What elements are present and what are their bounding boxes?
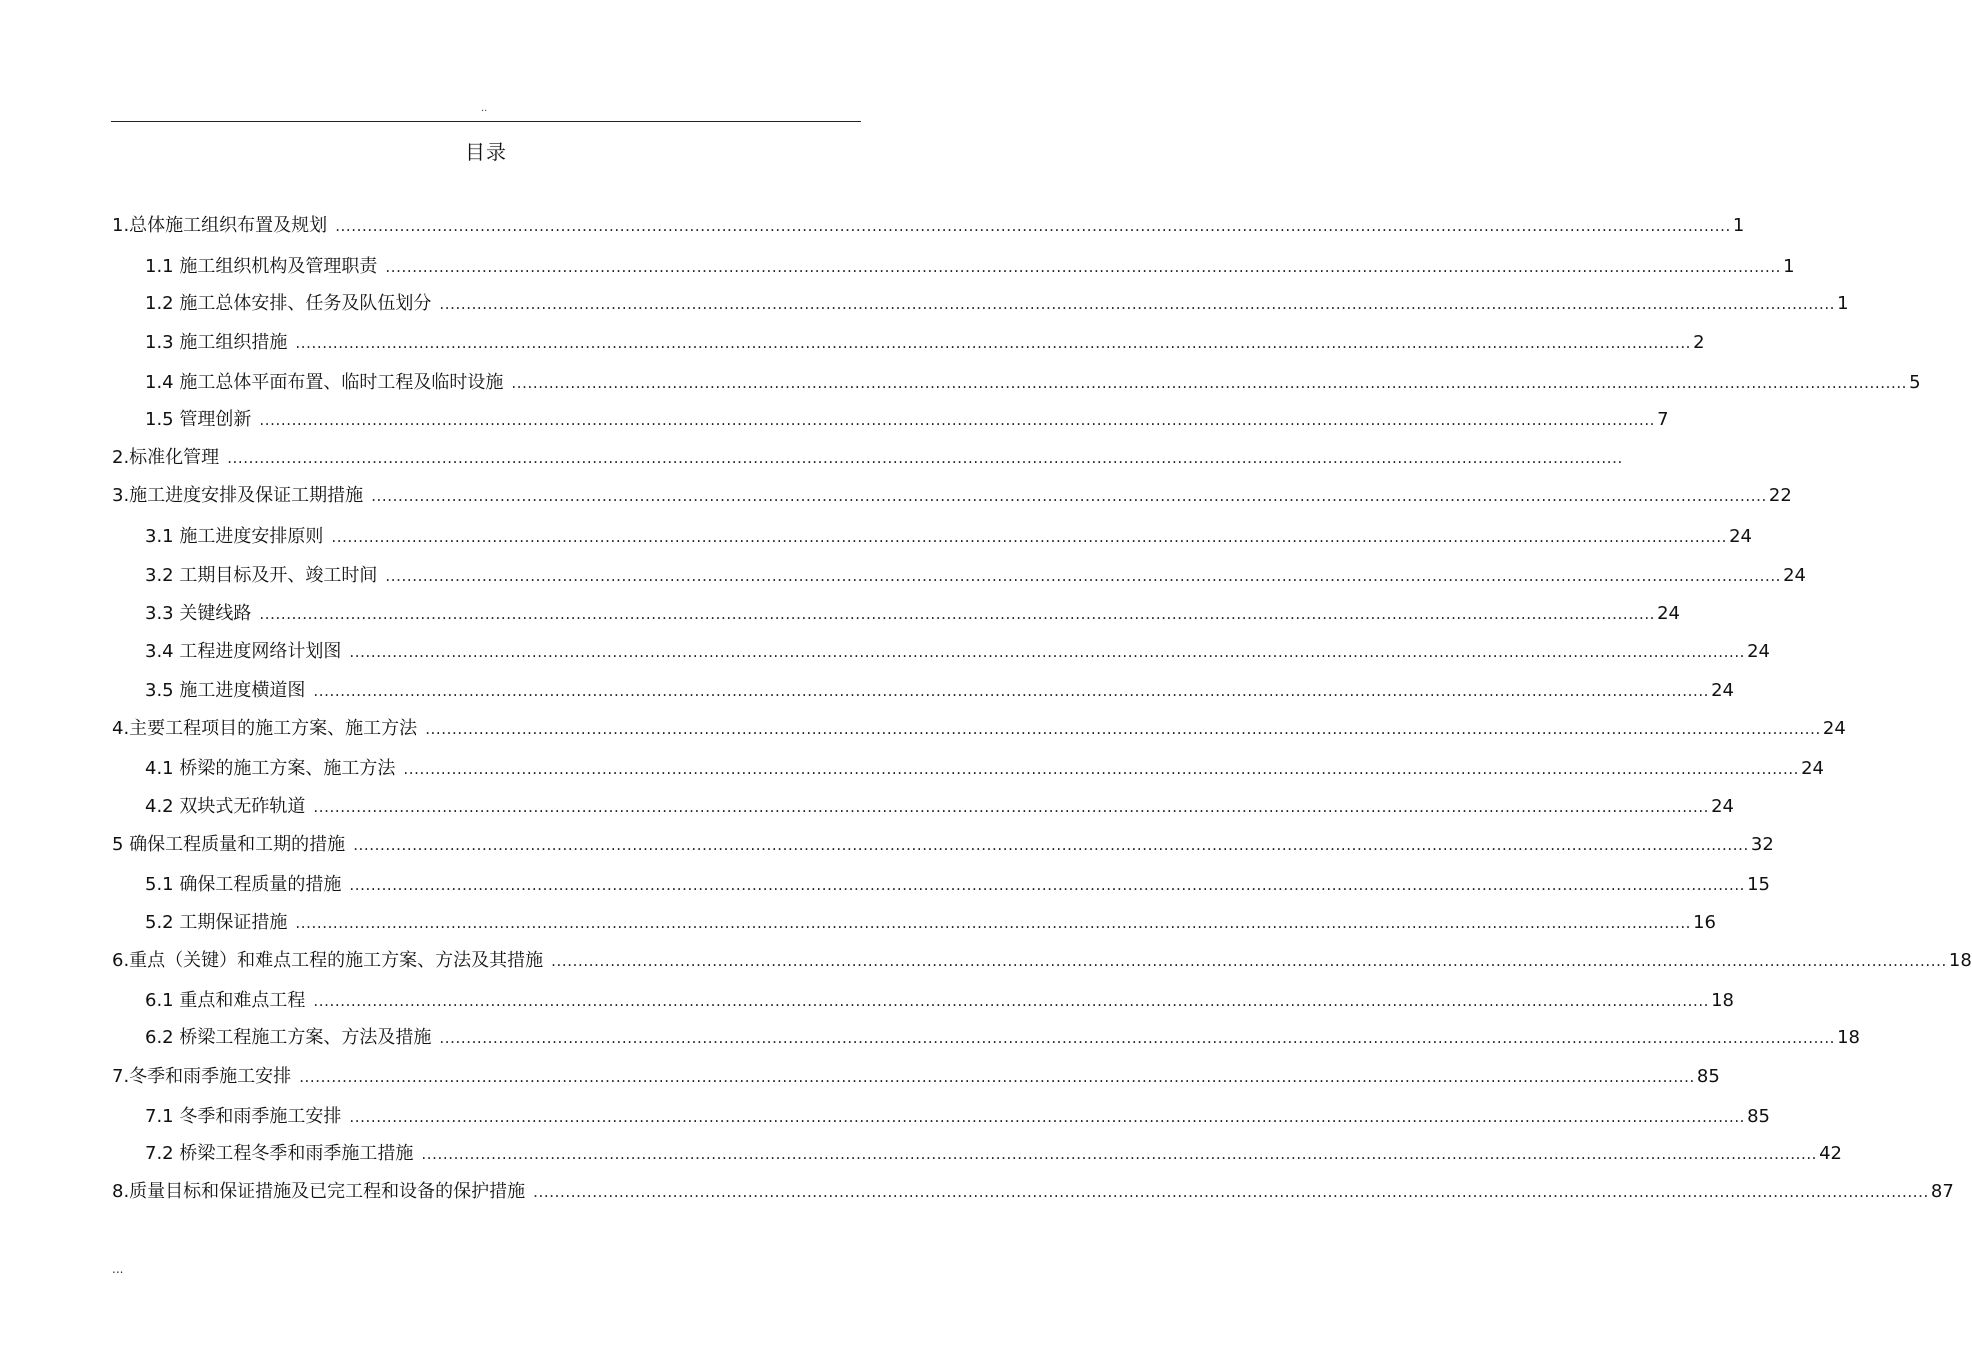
leader-dots: .................................................................................................................................................................................................................................................................... xyxy=(533,1183,1929,1201)
footer-mark: ... xyxy=(112,1262,124,1276)
leader-dots: .................................................................................................................................................................................................................................................................... xyxy=(313,798,1710,816)
toc-entry-page: 5 xyxy=(1909,372,1921,393)
toc-entry[interactable] xyxy=(145,370,1921,396)
toc-entry-label: 6.重点（关键）和难点工程的施工方案、方法及其措施 xyxy=(112,950,544,971)
leader-dots: .................................................................................................................................................................................................................................................................... xyxy=(425,720,1821,738)
toc-entry[interactable] xyxy=(145,330,1705,356)
toc-entry-page: 7 xyxy=(1657,409,1669,430)
leader-dots: .................................................................................................................................................................................................................................................................... xyxy=(385,258,1782,276)
leader-dots: .................................................................................................................................................................................................................................................................... xyxy=(295,334,1692,352)
toc-entry-label: 4.2 双块式无砟轨道 xyxy=(145,796,306,817)
toc-entry[interactable] xyxy=(112,1064,1720,1090)
toc-entry-label: 6.1 重点和难点工程 xyxy=(145,990,306,1011)
toc-entry-page: 24 xyxy=(1711,796,1734,817)
toc-entry-label: 1.4 施工总体平面布置、临时工程及临时设施 xyxy=(145,372,504,393)
leader-dots: .................................................................................................................................................................................................................................................................... xyxy=(331,528,1728,546)
toc-entry-label: 7.冬季和雨季施工安排 xyxy=(112,1066,292,1087)
toc-entry-label: 3.施工进度安排及保证工期措施 xyxy=(112,485,364,506)
toc-entry-page: 24 xyxy=(1729,526,1752,547)
toc-entry[interactable] xyxy=(145,756,1824,782)
toc-entry[interactable] xyxy=(145,1104,1770,1130)
leader-dots: .................................................................................................................................................................................................................................................................... xyxy=(439,295,1836,313)
toc-entry-page: 24 xyxy=(1801,758,1824,779)
toc-entry[interactable] xyxy=(145,254,1795,280)
toc-entry[interactable] xyxy=(112,832,1774,858)
toc-entry[interactable] xyxy=(145,988,1734,1014)
toc-entry-label: 3.2 工期目标及开、竣工时间 xyxy=(145,565,378,586)
toc-entry-page: 24 xyxy=(1711,680,1734,701)
toc-entry-page: 16 xyxy=(1693,912,1716,933)
toc-entry-label: 3.4 工程进度网络计划图 xyxy=(145,641,342,662)
toc-entry-page: 18 xyxy=(1837,1027,1860,1048)
toc-entry[interactable] xyxy=(112,1179,1954,1205)
leader-dots: .................................................................................................................................................................................................................................................................... xyxy=(335,217,1731,235)
leader-dots: .................................................................................................................................................................................................................................................................... xyxy=(227,449,1623,467)
toc-entry-label: 1.1 施工组织机构及管理职责 xyxy=(145,256,378,277)
toc-entry-label: 1.总体施工组织布置及规划 xyxy=(112,215,328,236)
toc-entry-page: 24 xyxy=(1657,603,1680,624)
toc-entry[interactable] xyxy=(145,563,1806,589)
toc-entry-page: 2 xyxy=(1693,332,1705,353)
toc-entry-label: 6.2 桥梁工程施工方案、方法及措施 xyxy=(145,1027,432,1048)
toc-entry-page: 32 xyxy=(1750,834,1774,855)
leader-dots: .................................................................................................................................................................................................................................................................... xyxy=(349,876,1746,894)
leader-dots: .................................................................................................................................................................................................................................................................... xyxy=(299,1068,1695,1086)
toc-entry-label: 1.5 管理创新 xyxy=(145,409,252,430)
leader-dots: .................................................................................................................................................................................................................................................................... xyxy=(353,836,1749,854)
leader-dots: .................................................................................................................................................................................................................................................................... xyxy=(511,374,1908,392)
leader-dots: .................................................................................................................................................................................................................................................................... xyxy=(439,1029,1836,1047)
toc-entry-page: 24 xyxy=(1783,565,1806,586)
toc-entry[interactable] xyxy=(145,407,1669,433)
toc-entry[interactable] xyxy=(112,445,1623,471)
leader-dots: .................................................................................................................................................................................................................................................................... xyxy=(421,1145,1818,1163)
toc-entry[interactable] xyxy=(145,639,1770,665)
toc-entry-label: 4.1 桥梁的施工方案、施工方法 xyxy=(145,758,396,779)
toc-entry[interactable] xyxy=(145,601,1680,627)
leader-dots: .................................................................................................................................................................................................................................................................... xyxy=(551,952,1947,970)
toc-entry[interactable] xyxy=(145,794,1734,820)
toc-entry-page: 1 xyxy=(1783,256,1795,277)
toc-entry-label: 1.3 施工组织措施 xyxy=(145,332,288,353)
toc-entry-page: 15 xyxy=(1747,874,1770,895)
toc-entry[interactable] xyxy=(145,524,1752,550)
toc-entry-label: 4.主要工程项目的施工方案、施工方法 xyxy=(112,718,418,739)
toc-entry-label: 5 确保工程质量和工期的措施 xyxy=(112,834,346,855)
leader-dots: .................................................................................................................................................................................................................................................................... xyxy=(385,567,1782,585)
toc-entry-page: 18 xyxy=(1948,950,1972,971)
header-rule xyxy=(111,121,861,122)
toc-entry-label: 7.1 冬季和雨季施工安排 xyxy=(145,1106,342,1127)
toc-entry[interactable] xyxy=(112,213,1745,239)
toc-entry-label: 1.2 施工总体安排、任务及队伍划分 xyxy=(145,293,432,314)
leader-dots: .................................................................................................................................................................................................................................................................... xyxy=(313,682,1710,700)
toc-entry-label: 3.1 施工进度安排原则 xyxy=(145,526,324,547)
leader-dots: .................................................................................................................................................................................................................................................................... xyxy=(259,605,1656,623)
toc-entry-page: 22 xyxy=(1768,485,1792,506)
toc-entry[interactable] xyxy=(145,1025,1860,1051)
toc-entry-page: 42 xyxy=(1819,1143,1842,1164)
toc-entry[interactable] xyxy=(145,291,1849,317)
header-mark: .. xyxy=(481,103,488,114)
toc-entry[interactable] xyxy=(112,948,1972,974)
toc-entry-page: 85 xyxy=(1696,1066,1720,1087)
toc-entry[interactable] xyxy=(145,872,1770,898)
leader-dots: .................................................................................................................................................................................................................................................................... xyxy=(349,1108,1746,1126)
toc-entry-label: 3.5 施工进度横道图 xyxy=(145,680,306,701)
toc-entry-page: 24 xyxy=(1822,718,1846,739)
toc-title: 目录 xyxy=(465,140,507,164)
toc-entry[interactable] xyxy=(145,910,1716,936)
toc-entry-label: 5.1 确保工程质量的措施 xyxy=(145,874,342,895)
leader-dots: .................................................................................................................................................................................................................................................................... xyxy=(349,643,1746,661)
leader-dots: .................................................................................................................................................................................................................................................................... xyxy=(295,914,1692,932)
toc-entry-page: 1 xyxy=(1837,293,1849,314)
toc-entry-label: 2.标准化管理 xyxy=(112,447,220,468)
leader-dots: .................................................................................................................................................................................................................................................................... xyxy=(403,760,1800,778)
toc-entry-label: 7.2 桥梁工程冬季和雨季施工措施 xyxy=(145,1143,414,1164)
leader-dots: .................................................................................................................................................................................................................................................................... xyxy=(259,411,1656,429)
toc-entry-label: 5.2 工期保证措施 xyxy=(145,912,288,933)
toc-entry[interactable] xyxy=(145,1141,1842,1167)
toc-entry[interactable] xyxy=(112,483,1792,509)
leader-dots: .................................................................................................................................................................................................................................................................... xyxy=(313,992,1710,1010)
toc-entry-page: 1 xyxy=(1732,215,1745,236)
toc-entry-page: 85 xyxy=(1747,1106,1770,1127)
toc-entry[interactable] xyxy=(145,678,1734,704)
toc-entry-label: 8.质量目标和保证措施及已完工程和设备的保护措施 xyxy=(112,1181,526,1202)
toc-entry[interactable] xyxy=(112,716,1846,742)
toc-entry-page: 24 xyxy=(1747,641,1770,662)
toc-entry-page: 18 xyxy=(1711,990,1734,1011)
toc-entry-page: 87 xyxy=(1930,1181,1954,1202)
toc-entry-label: 3.3 关键线路 xyxy=(145,603,252,624)
leader-dots: .................................................................................................................................................................................................................................................................... xyxy=(371,487,1767,505)
